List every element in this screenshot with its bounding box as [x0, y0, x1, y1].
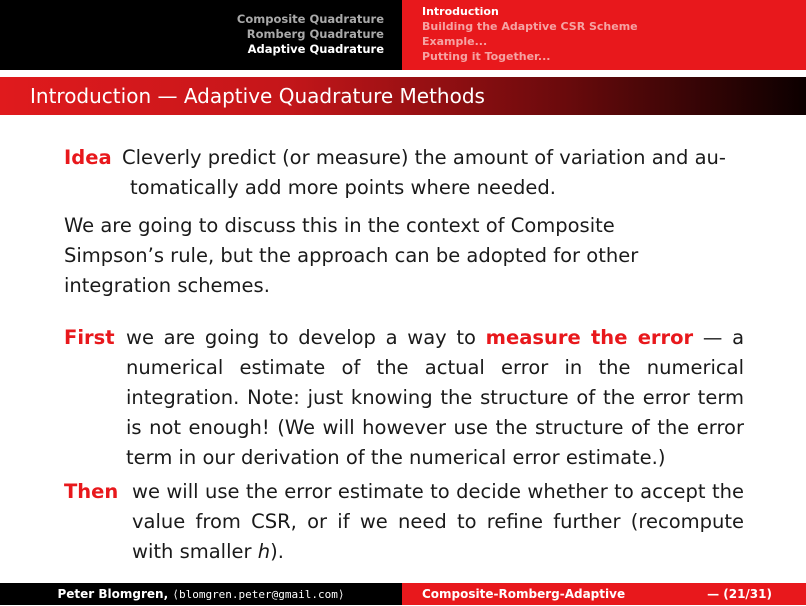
- idea-text: [122, 143, 744, 173]
- frame-title: Introduction — Adaptive Quadrature Methods: [30, 84, 485, 108]
- subsection-example[interactable]: Example...: [422, 35, 488, 48]
- context-paragraph: We are going to discuss this in the context of Composite Simpson’s rule, but the approach can be adopted for other integration schemes.: [64, 214, 639, 297]
- footer-short-title[interactable]: Composite-Romberg-Adaptive: [422, 587, 626, 601]
- slide-body: [64, 143, 744, 567]
- idea-item: [64, 143, 744, 203]
- then-text-after: ).: [270, 540, 284, 563]
- idea-line-1: Cleverly predict (or measure) the amount of variation and au-: [122, 146, 726, 169]
- subsection-list: [422, 4, 638, 64]
- subsection-introduction[interactable]: Introduction: [422, 5, 499, 18]
- idea-line-1-wrapper: [122, 143, 744, 173]
- idea-line-2: tomatically add more points where needed.: [130, 176, 556, 199]
- then-text-before: we will use the error estimate to decide whether to accept the value from CSR, or if we need to refine further (recompute with smaller: [132, 480, 744, 563]
- section-navigation: [0, 0, 402, 70]
- then-term: Then: [64, 480, 119, 503]
- first-item: [64, 323, 744, 473]
- section-composite-quadrature[interactable]: Composite Quadrature: [236, 12, 384, 26]
- section-romberg-quadrature[interactable]: Romberg Quadrature: [246, 27, 384, 41]
- slide-footer: [0, 583, 806, 605]
- then-item: [64, 477, 744, 567]
- footer-author-box: [0, 583, 402, 605]
- section-adaptive-quadrature[interactable]: Adaptive Quadrature: [247, 42, 384, 56]
- first-term: First: [64, 326, 115, 349]
- subsection-putting-together[interactable]: Putting it Together...: [422, 50, 551, 63]
- footer-title-box: [402, 583, 806, 605]
- first-text-after: — a numerical estimate of the actual error in the numerical integration. Note: just knowing the structure of the error term is not enough! (We will however use the structure of the error term in our derivation of the numerical error estimate.): [126, 326, 745, 469]
- footer-email: ⟨blomgren.peter@gmail.com⟩: [172, 588, 345, 601]
- footer-author: Peter Blomgren,: [57, 587, 169, 601]
- first-highlight: measure the error: [485, 326, 694, 349]
- subsection-navigation: [402, 0, 806, 70]
- section-list: [237, 12, 384, 57]
- then-body: [132, 477, 744, 567]
- idea-term: Idea: [64, 146, 112, 169]
- idea-line-2-wrapper: [130, 173, 744, 203]
- subsection-building-adaptive-csr[interactable]: Building the Adaptive CSR Scheme: [422, 20, 638, 33]
- first-body: [126, 323, 744, 473]
- frame-title-bar: [0, 77, 806, 115]
- then-var: h: [257, 540, 271, 563]
- slide-header: [0, 0, 806, 70]
- footer-page-number: — (21/31): [707, 587, 772, 601]
- first-text-before: we are going to develop a way to: [126, 326, 476, 349]
